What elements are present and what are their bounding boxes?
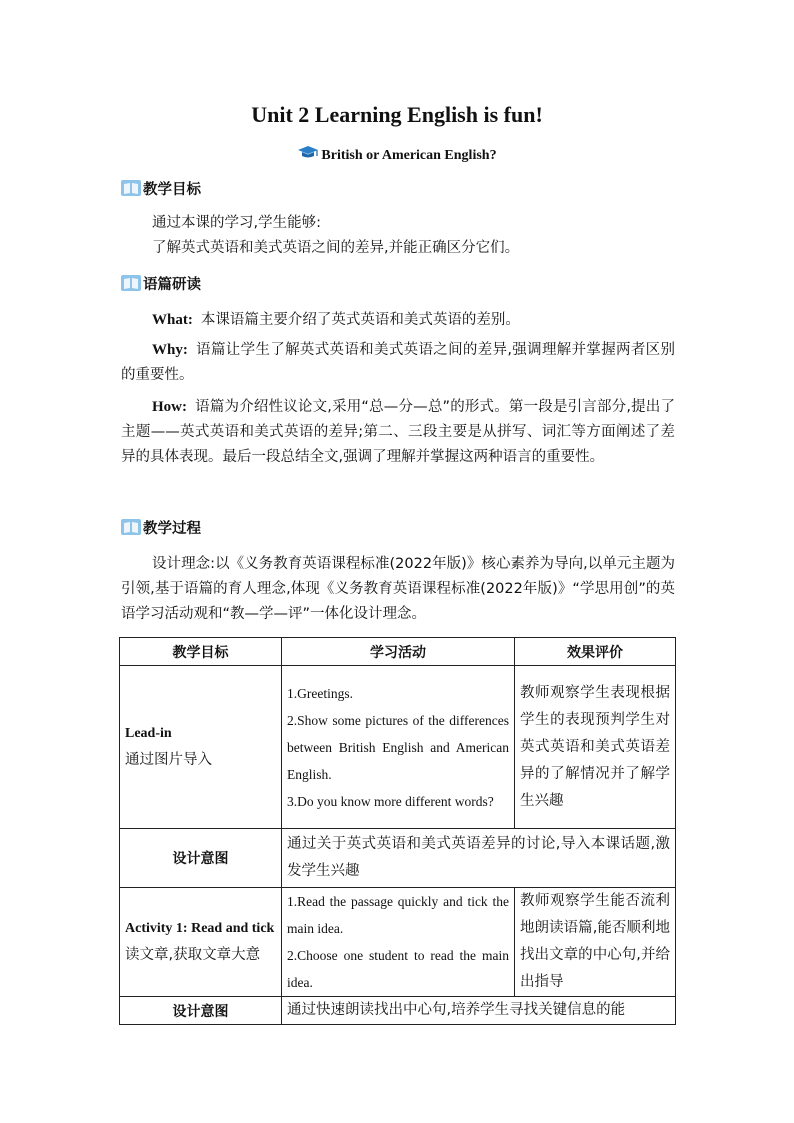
header-evaluation: 效果评价 [515, 638, 676, 666]
design-philosophy: 设计理念:以《义务教育英语课程标准(2022年版)》核心素养为导向,以单元主题为引领,基于语篇的育人理念,体现《义务教育英语课程标准(2022年版)》“学思用创”的英语学习活动观和“教—学—评”一体化设计理念。 [121, 556, 675, 622]
header-activity: 学习活动 [282, 638, 515, 666]
table-header-row [120, 638, 676, 666]
section-heading-goals [121, 177, 201, 199]
why-text: 语篇让学生了解英式英语和美式英语之间的差异,强调理解并掌握两者区别的重要性。 [121, 342, 675, 383]
evaluation-cell: 教师观察学生能否流利地朗读语篇,能否顺利地找出文章的中心句,并给出指导 [515, 888, 676, 997]
intent-text: 通过关于英式英语和美式英语差异的讨论,导入本课话题,激发学生兴趣 [282, 829, 676, 888]
section-label: 教学过程 [143, 520, 201, 537]
header-goal: 教学目标 [120, 638, 282, 666]
book-badge-icon [121, 518, 141, 536]
activity-cell [282, 888, 515, 997]
what-text: 本课语篇主要介绍了英式英语和美式英语的差别。 [200, 312, 520, 328]
what-key: What: [152, 312, 193, 328]
table-row [120, 997, 676, 1025]
goal-en: Activity 1: Read and tick [125, 921, 275, 936]
activity-item: 3.Do you know more different words? [287, 793, 494, 809]
goal-zh: 读文章,获取文章大意 [125, 947, 261, 963]
why-key: Why: [152, 342, 188, 358]
table-row [120, 888, 676, 997]
intent-label: 设计意图 [120, 997, 282, 1025]
evaluation-cell: 教师观察学生表现根据学生的表现预判学生对英式英语和美式英语差异的了解情况并了解学生兴趣 [515, 666, 676, 829]
lesson-plan-table [119, 637, 676, 1025]
goals-line-2: 了解英式英语和美式英语之间的差异,并能正确区分它们。 [152, 240, 520, 256]
activity-item: 2.Show some pictures of the differences between British English and American English. [287, 712, 509, 782]
intent-label: 设计意图 [120, 829, 282, 888]
activity-item: 1.Greetings. [287, 685, 353, 701]
section-heading-analysis [121, 272, 201, 294]
subtitle-text: British or American English? [321, 148, 497, 163]
goals-text [121, 211, 675, 261]
book-badge-icon [121, 179, 141, 197]
why-paragraph [121, 338, 675, 388]
how-paragraph [121, 395, 675, 470]
graduation-cap-icon [297, 145, 319, 161]
goal-cell [120, 888, 282, 997]
goal-zh: 通过图片导入 [125, 752, 212, 768]
table-row [120, 666, 676, 829]
section-label: 教学目标 [143, 181, 201, 198]
how-text: 语篇为介绍性议论文,采用“总—分—总”的形式。第一段是引言部分,提出了主题——英式英语和美式英语的差异;第二、三段主要是从拼写、词汇等方面阐述了差异的具体表现。最后一段总结全文,强调了理解并掌握这两种语言的重要性。 [121, 399, 675, 465]
section-heading-process [121, 516, 201, 538]
activity-item: 2.Choose one student to read the main idea. [287, 948, 509, 990]
intent-text: 通过快速朗读找出中心句,培养学生寻找关键信息的能 [282, 997, 676, 1025]
activity-cell [282, 666, 515, 829]
lesson-subtitle [0, 145, 794, 164]
goals-line-1: 通过本课的学习,学生能够: [152, 215, 321, 231]
how-key: How: [152, 399, 187, 415]
what-paragraph [121, 308, 675, 333]
table-row [120, 829, 676, 888]
section-label: 语篇研读 [143, 276, 201, 293]
activity-item: 1.Read the passage quickly and tick the main idea. [287, 894, 509, 936]
goal-en: Lead-in [125, 726, 172, 741]
goal-cell [120, 666, 282, 829]
document-title: Unit 2 Learning English is fun! [251, 102, 543, 127]
book-badge-icon [121, 274, 141, 292]
